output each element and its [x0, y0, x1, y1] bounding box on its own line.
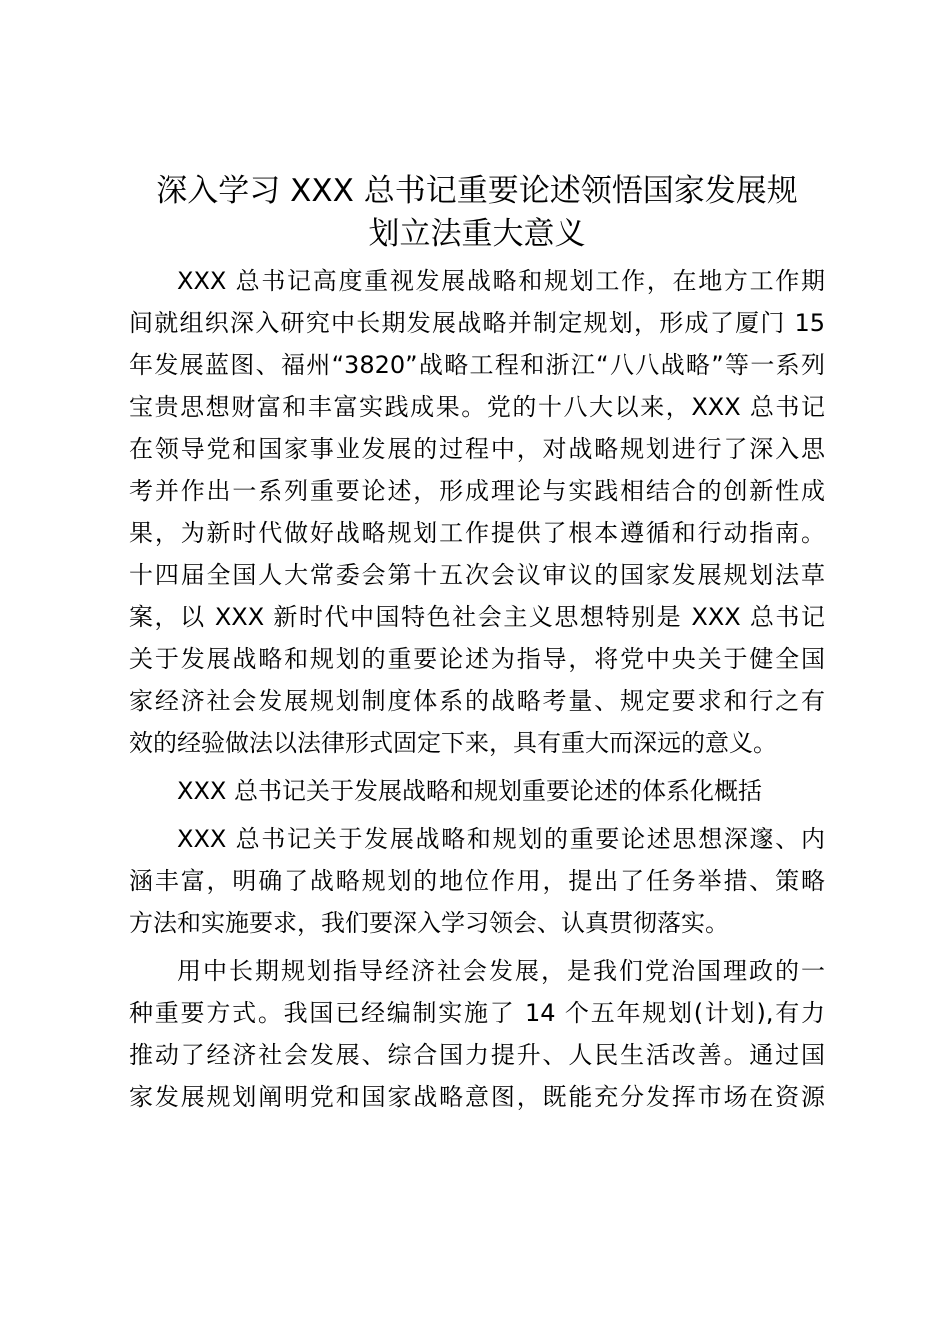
- text-line: 效的经验做法以法律形式固定下来，具有重大而深远的意义。: [129, 729, 777, 757]
- text-line: 考并作出一系列重要论述，形成理论与实践相结合的创新性成: [129, 477, 825, 505]
- paragraph: [129, 818, 825, 944]
- document-page: [129, 170, 825, 1118]
- text-line: 十四届全国人大常委会第十五次会议审议的国家发展规划法草: [129, 561, 825, 589]
- text-line: 关于发展战略和规划的重要论述为指导，将党中央关于健全国: [129, 645, 825, 673]
- text-line: 家发展规划阐明党和国家战略意图，既能充分发挥市场在资源: [129, 1083, 825, 1111]
- text-line: XXX 总书记关于发展战略和规划的重要论述思想深邃、内: [177, 825, 825, 853]
- text-line: 在领导党和国家事业发展的过程中，对战略规划进行了深入思: [129, 435, 825, 463]
- text-line: 年发展蓝图、福州“3820”战略工程和浙江“八八战略”等一系列: [129, 351, 825, 379]
- text-line: 宝贵思想财富和丰富实践成果。党的十八大以来，XXX 总书记: [129, 393, 825, 421]
- section-heading: [129, 770, 825, 812]
- text-line: 家经济社会发展规划制度体系的战略考量、规定要求和行之有: [129, 687, 825, 715]
- title-line: 划立法重大意义: [368, 216, 586, 252]
- text-line: XXX 总书记关于发展战略和规划重要论述的体系化概括: [177, 777, 762, 805]
- text-line: 推动了经济社会发展、综合国力提升、人民生活改善。通过国: [129, 1041, 825, 1069]
- text-line: 果，为新时代做好战略规划工作提供了根本遵循和行动指南。: [129, 519, 825, 547]
- text-line: 间就组织深入研究中长期发展战略并制定规划，形成了厦门 15: [129, 309, 825, 337]
- paragraph-intro: [129, 260, 825, 764]
- text-line: XXX 总书记高度重视发展战略和规划工作，在地方工作期: [177, 267, 825, 295]
- text-line: 种重要方式。我国已经编制实施了 14 个五年规划(计划),有力: [129, 999, 825, 1027]
- paragraph: [129, 950, 825, 1118]
- text-line: 方法和实施要求，我们要深入学习领会、认真贯彻落实。: [129, 909, 729, 937]
- title-line: 深入学习 XXX 总书记重要论述领悟国家发展规: [156, 173, 798, 209]
- text-line: 涵丰富，明确了战略规划的地位作用，提出了任务举措、策略: [129, 867, 825, 895]
- text-line: 案，以 XXX 新时代中国特色社会主义思想特别是 XXX 总书记: [129, 603, 825, 631]
- document-title: [129, 170, 825, 256]
- text-line: 用中长期规划指导经济社会发展，是我们党治国理政的一: [177, 957, 825, 985]
